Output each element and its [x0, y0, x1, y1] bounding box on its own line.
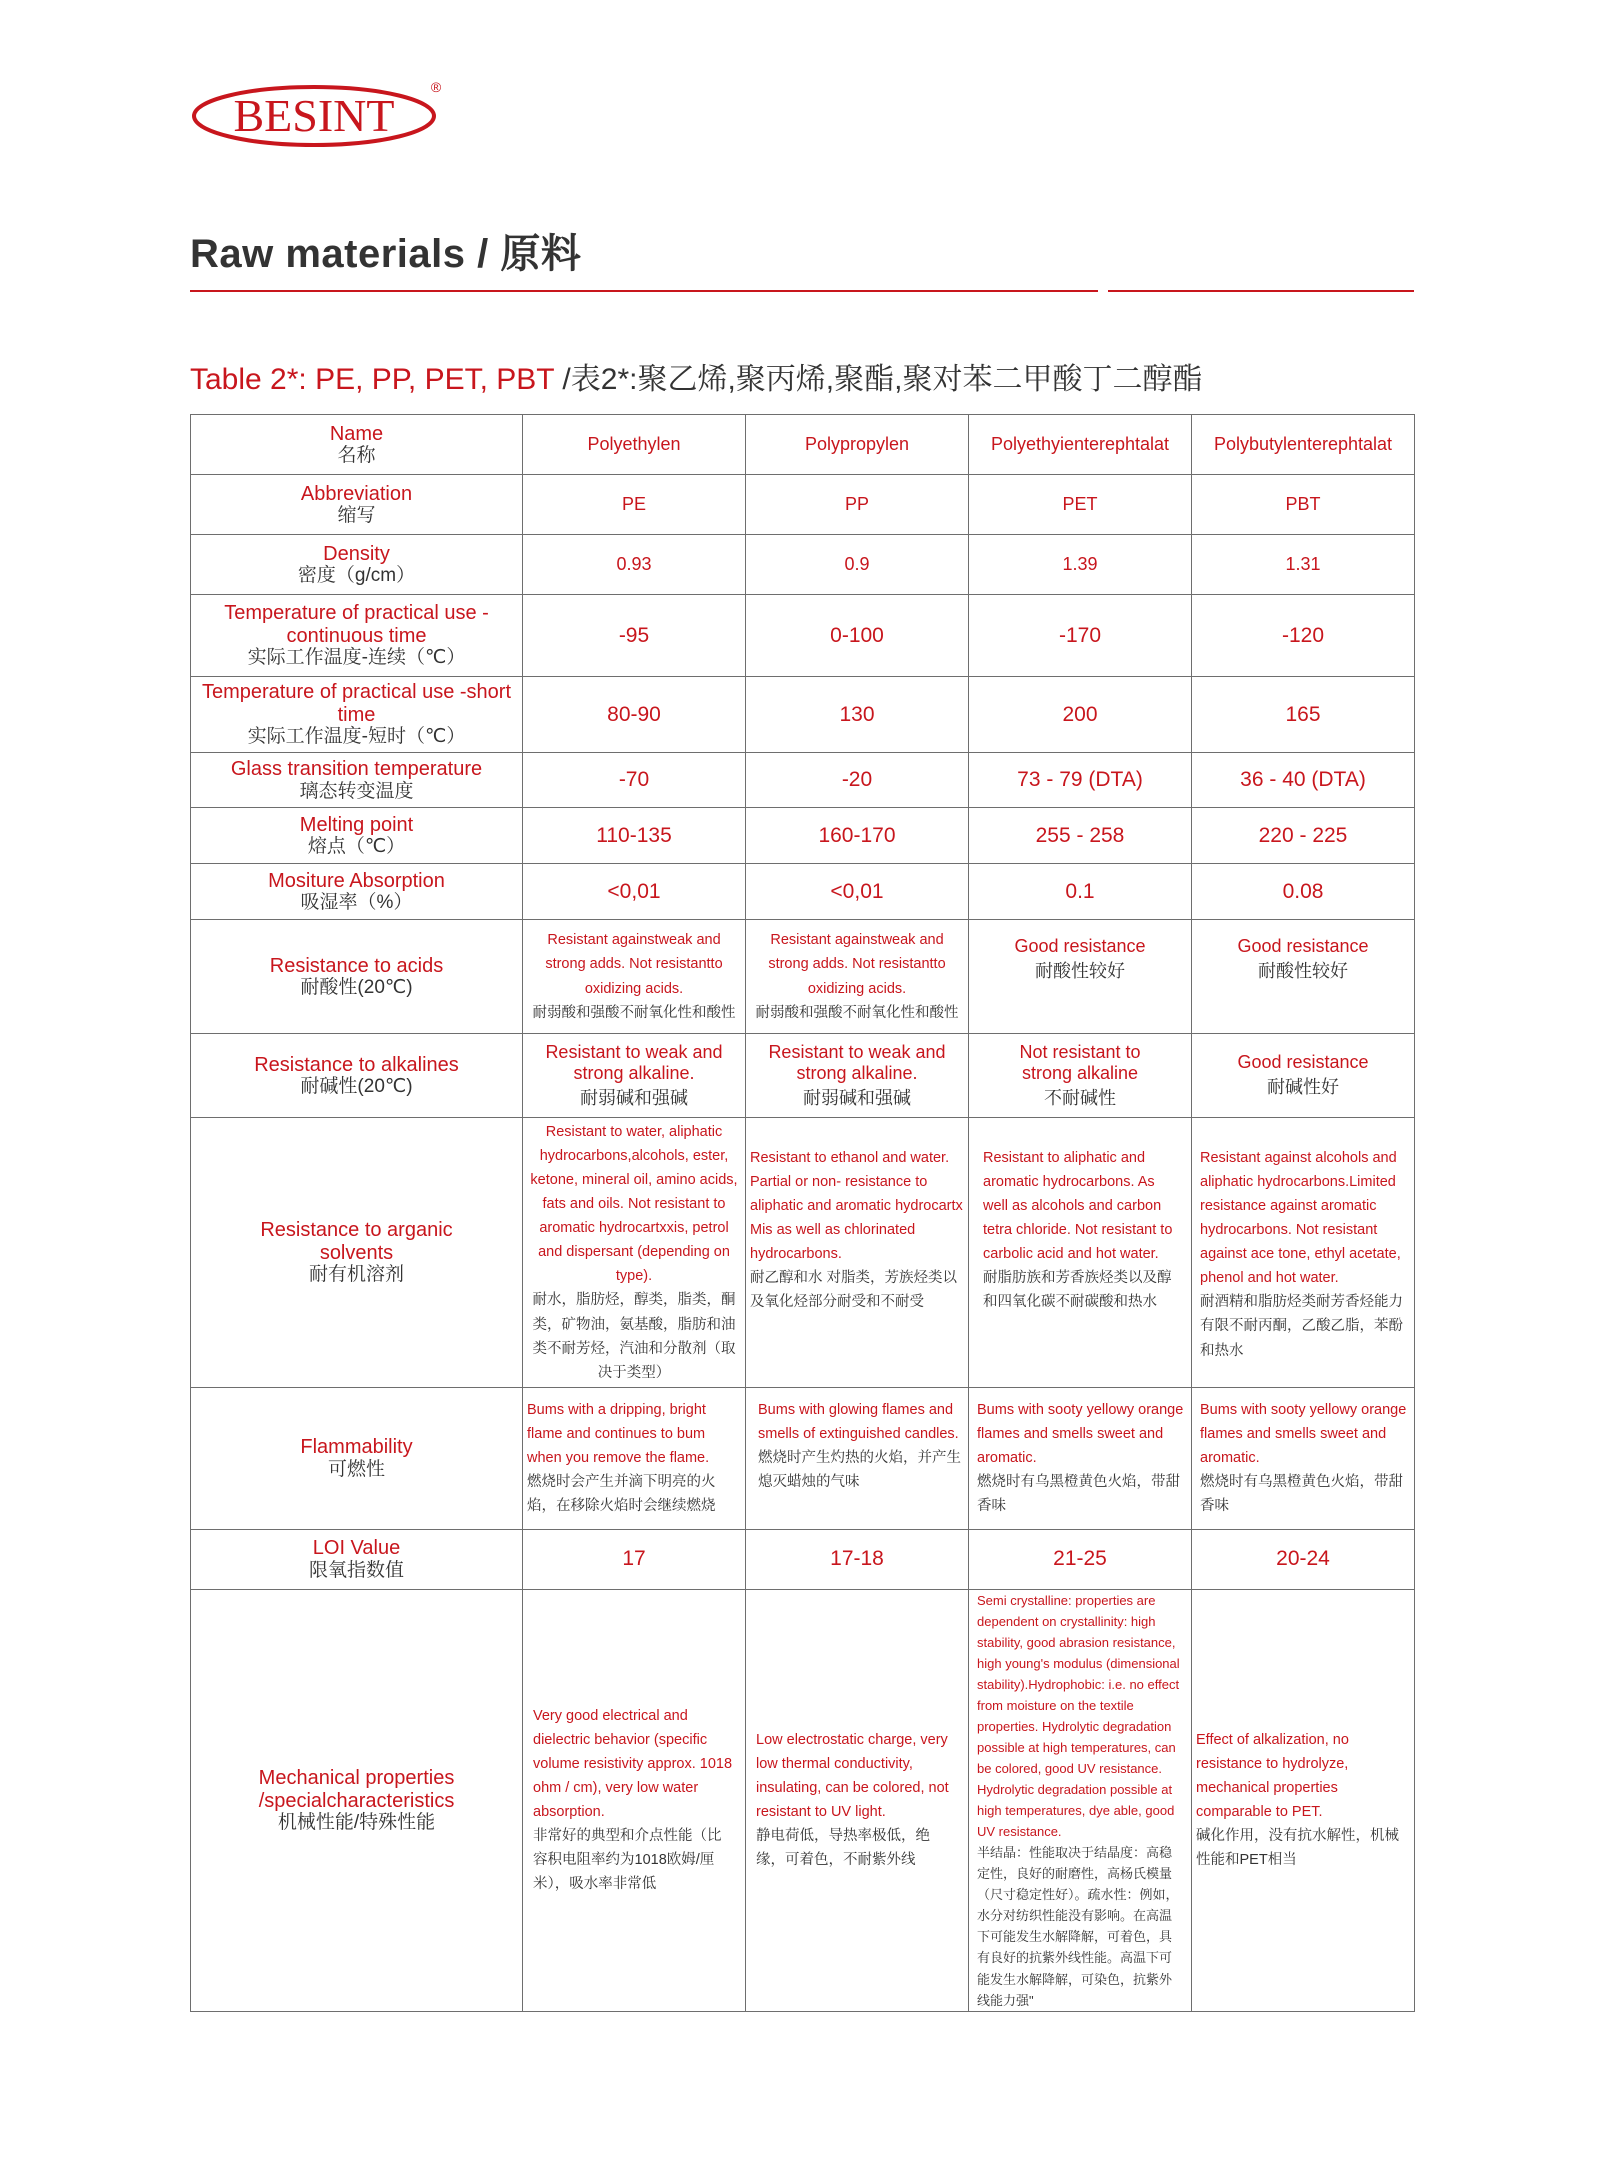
cell-name-pet: Polyethyienterephtalat [969, 415, 1192, 475]
cell-temps-pbt: 165 [1192, 677, 1415, 753]
cell-alk-pe: Resistant to weak and strong alkaline. 耐弱碱和强碱 [523, 1034, 746, 1118]
cell-name-pe: Polyethylen [523, 415, 746, 475]
table-row [191, 753, 1415, 808]
cell-temps-pet: 200 [969, 677, 1192, 753]
cell-abbr-pet: PET [969, 475, 1192, 535]
cell-tempc-pe: -95 [523, 595, 746, 677]
cell-density-pbt: 1.31 [1192, 535, 1415, 595]
table-title-cn: /表2*:聚乙烯,聚丙烯,聚酯,聚对苯二甲酸丁二醇酯 [554, 363, 1203, 396]
cell-temps-pe: 80-90 [523, 677, 746, 753]
row-header-mechanical: Mechanical properties /specialcharacteristics 机械性能/特殊性能 [191, 1589, 523, 2011]
cell-name-pp: Polypropylen [746, 415, 969, 475]
row-header-moisture: Mositure Absorption 吸湿率（%） [191, 864, 523, 920]
cell-tempc-pet: -170 [969, 595, 1192, 677]
cell-abbr-pe: PE [523, 475, 746, 535]
cell-solv-pp: Resistant to ethanol and water. Partial or non- resistance to aliphatic and aromatic hydrocartx Mis as well as chlorinated hydrocarbons. 耐乙醇和水 对脂类，芳族烃类以及氧化烃部分耐受和不耐受 [746, 1118, 969, 1388]
cell-acids-pbt: Good resistance 耐酸性较好 [1192, 920, 1415, 1034]
cell-moist-pp: <0,01 [746, 864, 969, 920]
table-row [191, 1387, 1415, 1529]
table-row [191, 1589, 1415, 2011]
table-title [190, 354, 1202, 398]
table-row [191, 808, 1415, 864]
row-header-temp-continuous: Temperature of practical use -continuous time 实际工作温度-连续（℃） [191, 595, 523, 677]
cell-abbr-pp: PP [746, 475, 969, 535]
table-row [191, 920, 1415, 1034]
table-row [191, 535, 1415, 595]
table-row [191, 415, 1415, 475]
cell-alk-pp: Resistant to weak and strong alkaline. 耐弱碱和强碱 [746, 1034, 969, 1118]
cell-loi-pbt: 20-24 [1192, 1529, 1415, 1589]
cell-moist-pe: <0,01 [523, 864, 746, 920]
cell-density-pp: 0.9 [746, 535, 969, 595]
title-divider-right [1108, 290, 1414, 292]
registered-mark: ® [430, 79, 442, 95]
cell-glass-pbt: 36 - 40 (DTA) [1192, 753, 1415, 808]
cell-melt-pp: 160-170 [746, 808, 969, 864]
cell-solv-pet: Resistant to aliphatic and aromatic hydrocarbons. As well as alcohols and carbon tetra chloride. Not resistant to carbolic acid and hot water. 耐脂肪族和芳香族烃类以及醇和四氧化碳不耐碳酸和热水 [969, 1118, 1192, 1388]
row-header-alkalines: Resistance to alkalines 耐碱性(20℃) [191, 1034, 523, 1118]
cell-flam-pet: Bums with sooty yellowy orange flames and smells sweet and aromatic. 燃烧时有乌黑橙黄色火焰，带甜香味 [969, 1387, 1192, 1529]
cell-mech-pet: Semi crystalline: properties are dependent on crystallinity: high stability, good abrasion resistance, high young's modulus (dimensional stability).Hydrophobic: i.e. no effect from moisture on the textile properties. Hydrolytic degradation possible at high temperatures, can be colored, good UV resistance. Hydrolytic degradation possible at high temperatures, dye able, good UV resistance. 半结晶：性能取决于结晶度：高稳定性，良好的耐磨性，高杨氏模量（尺寸稳定性好）。疏水性：例如，水分对纺织性能没有影响。在高温下可能发生水解降解，可着色，具有良好的抗紫外线性能。高温下可能发生水解降解，可染色，抗紫外线能力强" [969, 1589, 1192, 2011]
cell-name-pbt: Polybutylenterephtalat [1192, 415, 1415, 475]
row-header-solvents: Resistance to arganic solvents 耐有机溶剂 [191, 1118, 523, 1388]
title-divider-left [190, 290, 1098, 292]
table-row [191, 1118, 1415, 1388]
cell-tempc-pp: 0-100 [746, 595, 969, 677]
properties-table [190, 414, 1415, 2012]
row-header-melting-point: Melting point 熔点（℃） [191, 808, 523, 864]
cell-solv-pbt: Resistant against alcohols and aliphatic hydrocarbons.Limited resistance against aromatic hydrocarbons. Not resistant against ace tone, ethyl acetate, phenol and hot water. 耐酒精和脂肪烃类耐芳香烃能力有限不耐丙酮，乙酸乙脂，苯酚和热水 [1192, 1118, 1415, 1388]
table-row [191, 1529, 1415, 1589]
cell-solv-pe: Resistant to water, aliphatic hydrocarbons,alcohols, ester, ketone, mineral oil, amino acids, fats and oils. Not resistant to aromatic hydrocartxxis, petrol and dispersant (depending on type). 耐水，脂肪烃，醇类，脂类，酮类，矿物油，氨基酸，脂肪和油类不耐芳烃，汽油和分散剂（取决于类型） [523, 1118, 746, 1388]
table-title-en: Table 2*: PE, PP, PET, PBT [190, 363, 555, 396]
page-title: Raw materials / 原料 [190, 232, 582, 276]
cell-flam-pbt: Bums with sooty yellowy orange flames and smells sweet and aromatic. 燃烧时有乌黑橙黄色火焰，带甜香味 [1192, 1387, 1415, 1529]
row-header-density: Density 密度（g/cm） [191, 535, 523, 595]
logo-text: BESINT [233, 90, 395, 141]
table-row [191, 595, 1415, 677]
cell-temps-pp: 130 [746, 677, 969, 753]
cell-moist-pbt: 0.08 [1192, 864, 1415, 920]
cell-flam-pe: Bums with a dripping, bright flame and continues to bum when you remove the flame. 燃烧时会产生并滴下明亮的火焰，在移除火焰时会继续燃烧 [523, 1387, 746, 1529]
row-header-temp-short: Temperature of practical use -short time 实际工作温度-短时（℃） [191, 677, 523, 753]
cell-melt-pe: 110-135 [523, 808, 746, 864]
besint-logo [190, 78, 450, 148]
table-row [191, 1034, 1415, 1118]
cell-abbr-pbt: PBT [1192, 475, 1415, 535]
cell-mech-pp: Low electrostatic charge, very low thermal conductivity, insulating, can be colored, not resistant to UV light. 静电荷低，导热率极低，绝 缘，可着色，不耐紫外线 [746, 1589, 969, 2011]
row-header-acids: Resistance to acids 耐酸性(20℃) [191, 920, 523, 1034]
cell-melt-pet: 255 - 258 [969, 808, 1192, 864]
cell-loi-pe: 17 [523, 1529, 746, 1589]
cell-density-pe: 0.93 [523, 535, 746, 595]
cell-glass-pp: -20 [746, 753, 969, 808]
cell-flam-pp: Bums with glowing flames and smells of extinguished candles. 燃烧时产生灼热的火焰，并产生熄灭蜡烛的气味 [746, 1387, 969, 1529]
cell-mech-pbt: Effect of alkalization, no resistance to hydrolyze, mechanical properties comparable to PET. 碱化作用，没有抗水解性，机械性能和PET相当 [1192, 1589, 1415, 2011]
cell-glass-pet: 73 - 79 (DTA) [969, 753, 1192, 808]
table-row [191, 475, 1415, 535]
row-header-glass-transition: Glass transition temperature 璃态转变温度 [191, 753, 523, 808]
cell-glass-pe: -70 [523, 753, 746, 808]
cell-loi-pet: 21-25 [969, 1529, 1192, 1589]
table-row [191, 677, 1415, 753]
row-header-abbreviation: Abbreviation 缩写 [191, 475, 523, 535]
cell-melt-pbt: 220 - 225 [1192, 808, 1415, 864]
cell-density-pet: 1.39 [969, 535, 1192, 595]
cell-alk-pet: Not resistant to strong alkaline 不耐碱性 [969, 1034, 1192, 1118]
cell-alk-pbt: Good resistance 耐碱性好 [1192, 1034, 1415, 1118]
row-header-loi: LOI Value 限氧指数值 [191, 1529, 523, 1589]
cell-mech-pe: Very good electrical and dielectric behavior (specific volume resistivity approx. 1018 ohm / cm), very low water absorption. 非常好的典型和介点性能（比容积电阻率约为1018欧姆/厘米），吸水率非常低 [523, 1589, 746, 2011]
row-header-flammability: Flammability 可燃性 [191, 1387, 523, 1529]
cell-moist-pet: 0.1 [969, 864, 1192, 920]
cell-tempc-pbt: -120 [1192, 595, 1415, 677]
cell-acids-pe: Resistant againstweak and strong adds. Not resistantto oxidizing acids. 耐弱酸和强酸不耐氧化性和酸性 [523, 920, 746, 1034]
row-header-name: Name 名称 [191, 415, 523, 475]
cell-acids-pet: Good resistance 耐酸性较好 [969, 920, 1192, 1034]
table-row [191, 864, 1415, 920]
cell-loi-pp: 17-18 [746, 1529, 969, 1589]
cell-acids-pp: Resistant againstweak and strong adds. Not resistantto oxidizing acids. 耐弱酸和强酸不耐氧化性和酸性 [746, 920, 969, 1034]
